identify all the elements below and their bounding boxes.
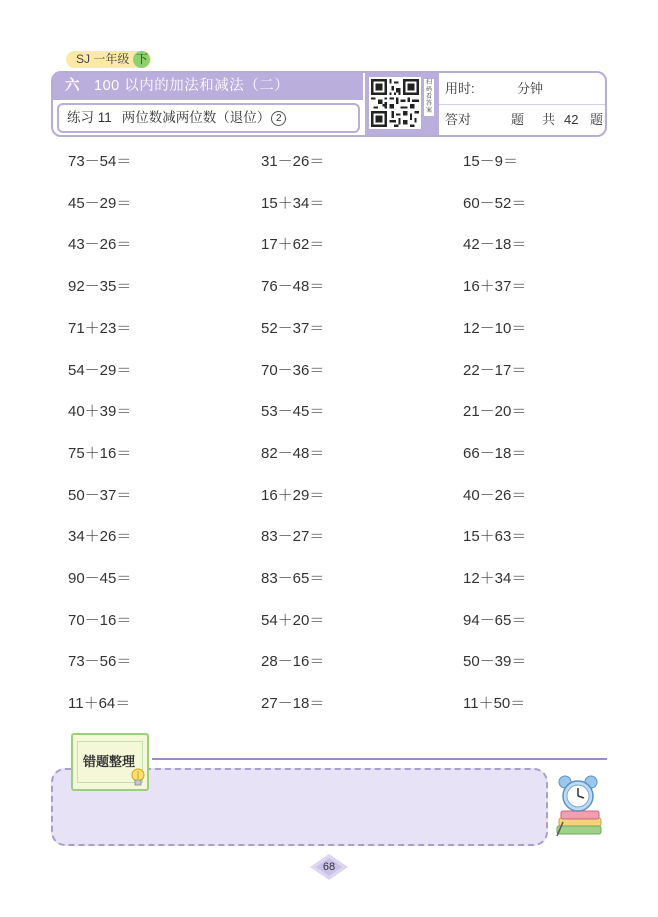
grade-label: SJ 一年级 — [76, 52, 130, 66]
problem-9-3[interactable]: 40－26＝ — [463, 486, 527, 504]
problem-2-3[interactable]: 60－52＝ — [463, 194, 527, 212]
problem-12-3[interactable]: 94－65＝ — [463, 611, 527, 629]
problem-7-3[interactable]: 21－20＝ — [463, 403, 527, 421]
problem-2-1[interactable]: 45－29＝ — [68, 194, 132, 212]
total-count: 42 — [564, 112, 579, 127]
problem-10-2[interactable]: 83－27＝ — [261, 528, 325, 546]
problem-6-1[interactable]: 54－29＝ — [68, 361, 132, 379]
problem-3-2[interactable]: 17＋62＝ — [261, 236, 325, 254]
problem-7-2[interactable]: 53－45＝ — [261, 403, 325, 421]
problem-3-1[interactable]: 43－26＝ — [68, 236, 132, 254]
problem-13-3[interactable]: 50－39＝ — [463, 653, 527, 671]
exercise-header — [51, 71, 607, 137]
time-label: 用时: — [445, 81, 475, 96]
alarm-clock-icon — [553, 774, 605, 840]
problem-4-1[interactable]: 92－35＝ — [68, 278, 132, 296]
volume-badge: 下 — [133, 51, 150, 68]
problem-10-1[interactable]: 34＋26＝ — [68, 528, 132, 546]
time-row — [439, 73, 605, 105]
problem-10-3[interactable]: 15＋63＝ — [463, 528, 527, 546]
problem-11-3[interactable]: 12＋34＝ — [463, 570, 527, 587]
page-number: 68 — [322, 861, 336, 873]
problem-8-2[interactable]: 82－48＝ — [261, 444, 325, 462]
total-unit: 题 — [590, 112, 604, 127]
problem-6-3[interactable]: 22－17＝ — [463, 361, 527, 379]
problem-14-1[interactable]: 11＋64＝ — [68, 695, 131, 713]
unit-title: 100 以内的加法和减法（二） — [94, 78, 290, 94]
problem-13-2[interactable]: 28－16＝ — [261, 653, 325, 671]
problem-3-3[interactable]: 42－18＝ — [463, 236, 527, 254]
correct-unit: 题 — [511, 112, 525, 127]
problem-14-2[interactable]: 27－18＝ — [261, 695, 325, 713]
problem-9-2[interactable]: 16＋29＝ — [261, 486, 325, 504]
grade-tag — [66, 51, 151, 68]
problem-5-1[interactable]: 71＋23＝ — [68, 319, 132, 337]
problem-8-3[interactable]: 66－18＝ — [463, 444, 527, 462]
lightbulb-icon — [130, 767, 146, 789]
problem-11-1[interactable]: 90－45＝ — [68, 570, 132, 587]
mistakes-label: 错题整理 — [83, 754, 136, 769]
qr-code[interactable] — [369, 77, 421, 129]
problem-2-2[interactable]: 15＋34＝ — [261, 194, 325, 212]
unit-number: 六 — [65, 78, 80, 94]
qr-caption: 扫码看答案 — [425, 80, 432, 114]
unit-bar — [53, 73, 363, 100]
problem-5-2[interactable]: 52－37＝ — [261, 319, 325, 337]
problem-8-1[interactable]: 75＋16＝ — [68, 444, 132, 462]
problem-6-2[interactable]: 70－36＝ — [261, 361, 325, 379]
total-label: 共 — [542, 112, 556, 127]
time-unit: 分钟 — [517, 81, 544, 96]
problem-7-1[interactable]: 40＋39＝ — [68, 403, 132, 421]
qr-area — [365, 73, 437, 135]
problem-1-2[interactable]: 31－26＝ — [261, 153, 325, 170]
exercise-circle-number: 2 — [271, 111, 286, 126]
problem-1-3[interactable]: 15－9＝ — [463, 153, 519, 170]
page-number-badge — [309, 853, 349, 886]
problem-5-3[interactable]: 12－10＝ — [463, 319, 527, 337]
problem-12-2[interactable]: 54＋20＝ — [261, 611, 325, 629]
problem-4-3[interactable]: 16＋37＝ — [463, 278, 527, 296]
correct-label: 答对 — [445, 112, 472, 127]
problem-14-3[interactable]: 11＋50＝ — [463, 695, 526, 713]
problem-9-1[interactable]: 50－37＝ — [68, 486, 132, 504]
problem-13-1[interactable]: 73－56＝ — [68, 653, 132, 671]
exercise-title-box — [57, 103, 360, 133]
stats-panel — [437, 73, 605, 135]
mistakes-divider — [152, 758, 607, 760]
problem-12-1[interactable]: 70－16＝ — [68, 611, 132, 629]
exercise-number: 练习 11 — [67, 110, 112, 125]
problem-11-2[interactable]: 83－65＝ — [261, 570, 325, 587]
problem-1-1[interactable]: 73－54＝ — [68, 153, 132, 170]
problem-4-2[interactable]: 76－48＝ — [261, 278, 325, 296]
score-row — [439, 104, 605, 135]
exercise-title: 两位数减两位数（退位） — [121, 110, 271, 125]
